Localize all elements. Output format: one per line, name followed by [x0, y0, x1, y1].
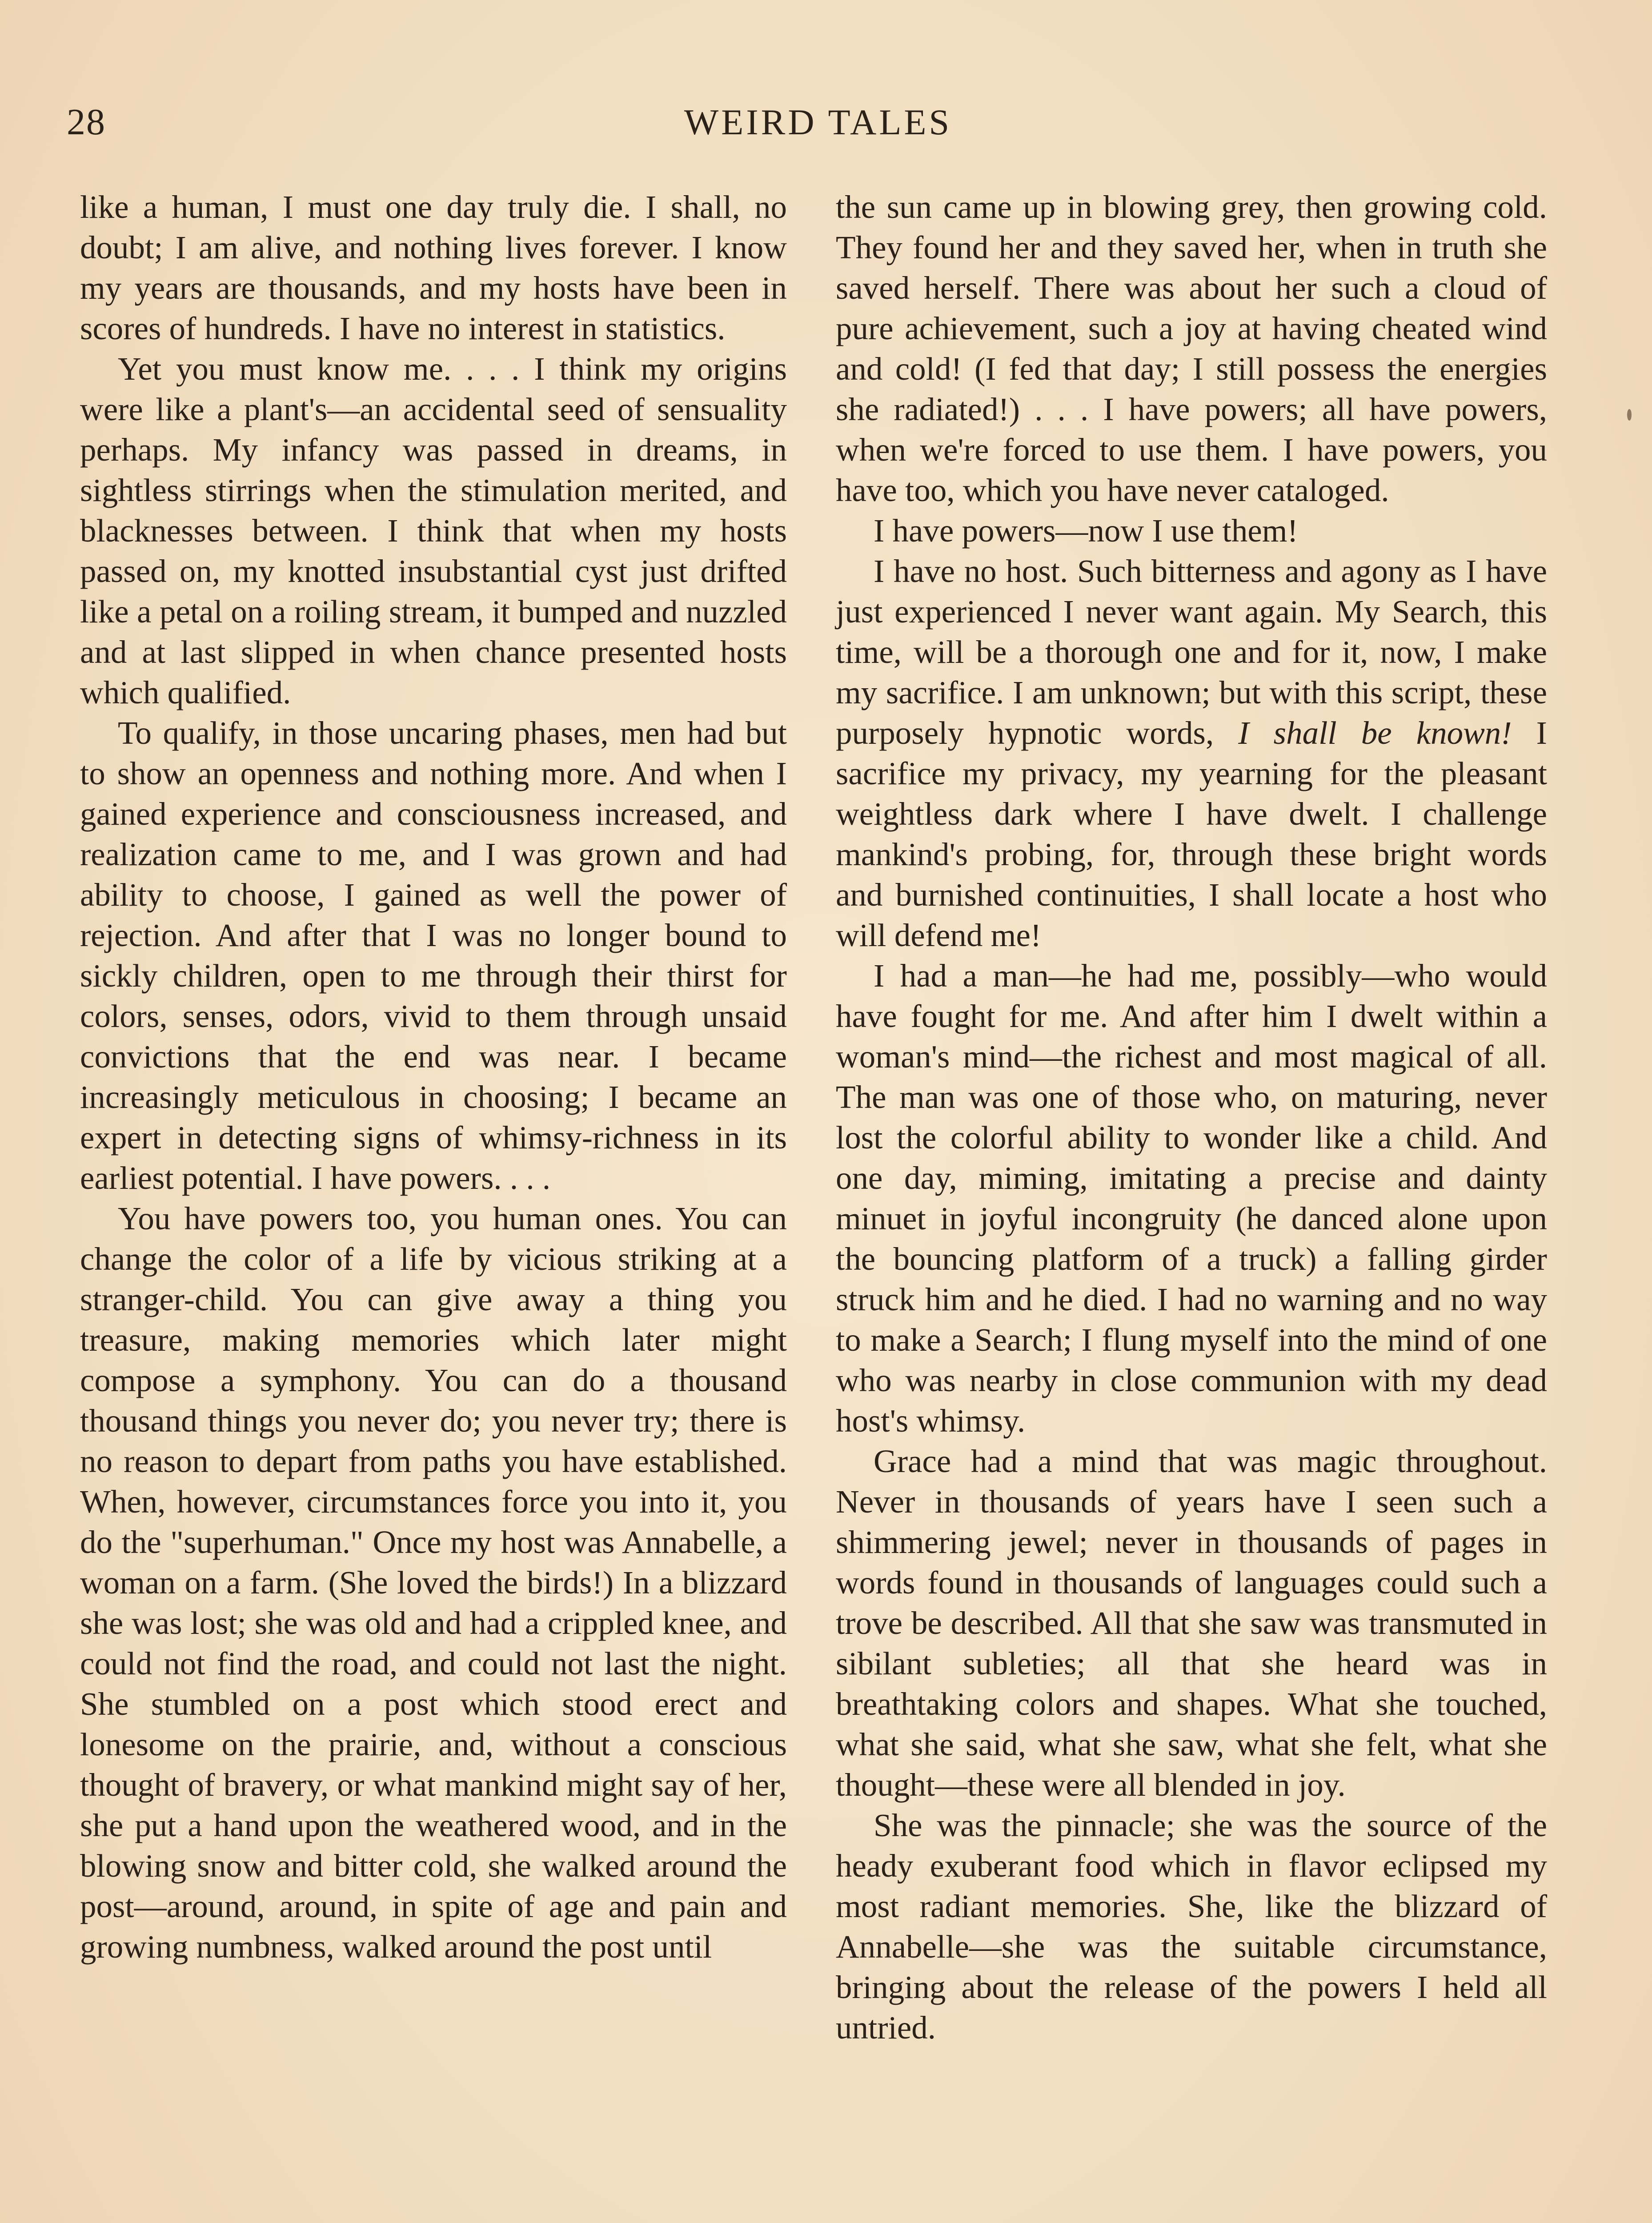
paper-speck	[1627, 409, 1632, 421]
paragraph	[836, 551, 1547, 955]
paragraph: Yet you must know me. . . . I think my origins were like a plant's—an accidental seed of sensuality perhaps. My infancy was passed in dreams, in sightless stirrings when the stimulation merited, and blacknesses between. I think that when my hosts passed on, my knotted insubstantial cyst just drifted like a petal on a roiling stream, it bumped and nuzzled and at last slipped in when chance presented hosts which qualified.	[80, 351, 787, 710]
paragraph: To qualify, in those uncaring phases, men had but to show an openness and nothing more. And when I gained experience and consciousness increased, and realization came to me, and I was grown and had ability to choose, I gained as well the power of rejection. And after that I was no longer bound to sickly children, open to me through their thirst for colors, senses, odors, vivid to them through unsaid convictions that the end was near. I became increasingly meticulous in choosing; I became an expert in detecting signs of whimsy-richness in its earliest potential. I have powers. . . .	[80, 715, 787, 1196]
paragraph-text: I sacrifice my privacy, my yearning for the pleasant weightless dark where I have dwelt. I challenge mankind's probing, for, through these bright words and burnished continuities, I shall locate a host who will defend me!	[836, 715, 1547, 953]
paragraph: Grace had a mind that was magic throughout. Never in thousands of years have I seen such a shimmering jewel; never in thousands of pages in words found in thousands of languages could such a trove be described. All that she saw was transmuted in sibilant subleties; all that she heard was in breathtaking colors and shapes. What she touched, what she said, what she saw, what she felt, what she thought—these were all blended in joy.	[836, 1443, 1547, 1803]
paragraph: I have powers—now I use them!	[874, 513, 1298, 549]
italic-phrase: I shall be known!	[1238, 715, 1512, 751]
paragraph: She was the pinnacle; she was the source of the heady exuberant food which in flavor eclipsed my most radiant memories. She, like the blizzard of Annabelle—she was the suitable circumstance, bringing about the release of the powers I held all untried.	[836, 1807, 1547, 2046]
paragraph: the sun came up in blowing grey, then growing cold. They found her and they saved her, when in truth she saved herself. There was about her such a cloud of pure achievement, such a joy at having cheated wind and cold! (I fed that day; I still possess the energies she radiated!) . . . I have powers; all have powers, when we're forced to use them. I have powers, you have too, which you have never cataloged.	[836, 189, 1547, 508]
paragraph-text: I have no host. Such bitterness and agony as I have just experienced I never want again. My Search, this time, will be a thorough one and for it, now, I make my sacrifice. I am unknown; but with this script, these purposely hypnotic words,	[836, 553, 1547, 751]
paragraph: You have powers too, you human ones. You can change the color of a life by vicious striking at a stranger-child. You can give away a thing you treasure, making memories which later might compose a symphony. You can do a thousand thousand things you never do; you never try; there is no reason to depart from paths you have established. When, however, circumstances force you into it, you do the "superhuman." Once my host was Annabelle, a woman on a farm. (She loved the birds!) In a blizzard she was lost; she was old and had a crippled knee, and could not find the road, and could not last the night. She stumbled on a post which stood erect and lonesome on the prairie, and, without a conscious thought of bravery, or what mankind might say of her, she put a hand upon the weathered wood, and in the blowing snow and bitter cold, she walked around the post—around, around, in spite of age and pain and growing numbness, walked around the post until	[80, 1200, 787, 1965]
left-column	[80, 187, 787, 1967]
running-head: WEIRD TALES	[684, 102, 952, 142]
paragraph: I had a man—he had me, possibly—who would have fought for me. And after him I dwelt within a woman's mind—the richest and most magical of all. The man was one of those who, on maturing, never lost the colorful ability to wonder like a child. And one day, miming, imitating a precise and dainty minuet in joyful incongruity (he danced alone upon the bouncing platform of a truck) a falling girder struck him and he died. I had no warning and no way to make a Search; I flung myself into the mind of one who was nearby in close communion with my dead host's whimsy.	[836, 958, 1547, 1439]
right-column	[836, 187, 1547, 2048]
page-number: 28	[67, 101, 106, 143]
page-header	[67, 98, 1569, 160]
paragraph: like a human, I must one day truly die. I shall, no doubt; I am alive, and nothing lives forever. I know my years are thousands, and my hosts have been in scores of hundreds. I have no interest in statistics.	[80, 189, 787, 346]
